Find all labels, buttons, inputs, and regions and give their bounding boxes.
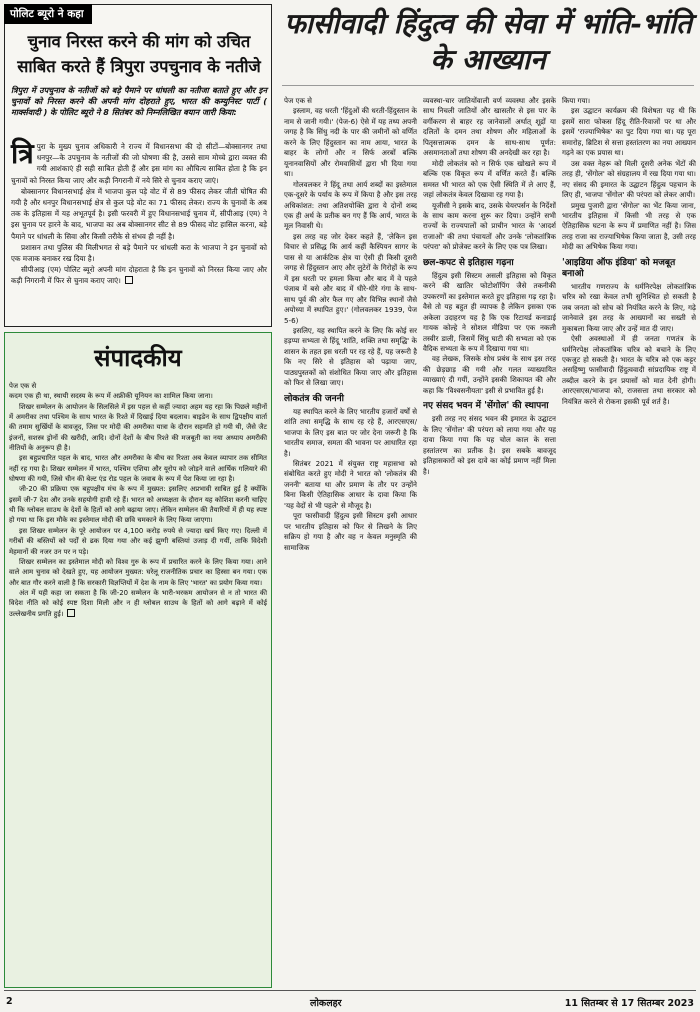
article-column-3	[562, 96, 696, 986]
politburo-paragraph: प्रशासन तथा पुलिस की मिलीभगत से बड़े पैमाने पर धांधली करा के भाजपा ने इन चुनावों को एक मजाक बनाकर रख दिया है।	[11, 242, 267, 264]
article-paragraph: किया गया।	[562, 96, 591, 105]
article-subhead: 'आइडिया ऑफ इंडिया' को मजबूत बनाओ	[562, 257, 676, 279]
article-paragraph: प्रमुख पुजारी द्वारा 'सेंगोल' का भेंट किया जाना, भारतीय इतिहास में किसी भी तरह से एक ऐतिहासिक घटना के रूप में प्रमाणित नहीं है। जिस तरह राजा का राज्याभिषेक किया जाता है, उसी तरह मोदी का अभिषेक किया गया।	[562, 200, 696, 252]
article-subhead: छल-कपट से इतिहास गढ़ना	[423, 257, 514, 268]
newspaper-name: लोकलहर	[310, 998, 342, 1009]
politburo-paragraph-text: सीपीआइ (एम) पोलिट ब्यूरो अपनी मांग दोहराता है कि इन चुनावों को निरस्त किया जाए और कड़ी निगरानी में फिर से चुनाव कराए जाएं।	[11, 265, 267, 286]
page-number: 2	[6, 996, 13, 1007]
article-paragraph: हिंदुत्व इसी सिस्टम असली इतिहास को विकृत करने की खातिर फोटोशॉपिंग जैसे तकनीकी उपकरणों का इस्तेमाल करते हुए इतिहास गढ़ रहा है। वैसे तो यह बहुत ही व्यापक है लेकिन इसका एक अकेला उदाहरण यह है कि एक रिटायर्ड कनाडाई गायक कोल्हे ने सोशल मीडिया पर एक नकली तस्वीर डाली, जिसमें सिंधु घाटी की सभ्यता को एक वैदिक सभ्यता के रूप में दिखाया गया था।	[423, 270, 556, 353]
article-subhead: लोकतंत्र की जननी	[284, 393, 344, 404]
article-paragraph: ऐसी अवस्थाओं में ही जनता गणतंत्र के धर्मनिरपेक्ष लोकतांत्रिक चरित्र को बचाने के लिए एकजुट हो सकती है। भारत के चरित्र को एक कट्टर असहिष्णु फासीवादी हिंदुत्ववादी सांप्रदायिक राष्ट्र में तब्दील करने के इन प्रयासों को मात देनी होगी। आरएसएस/भाजपा को, राजसत्ता तथा सरकार को नियंत्रित करने से रोकना इसकी पूर्व शर्त है।	[562, 334, 696, 406]
editorial-title: संपादकीय	[94, 343, 182, 372]
politburo-headline: चुनाव निरस्त करने की मांग को उचित साबित करते हैं त्रिपुरा उपचुनाव के नतीजे	[17, 32, 261, 76]
article-paragraph: उस वक्त नेहरू को मिली दूसरी अनेक भेंटों की तरह ही, 'सेंगोल' को संग्रहालय में रख दिया गया था। नए संसद की इमारत के उद्घाटन हिंदुत्व पहचान के लिए ही, भाजपा 'सेंगोल' की परंपरा को लेकर आयी।	[562, 158, 696, 200]
editorial-paragraph: जी-20 की प्रक्रिया एक बहुपक्षीय मंच के रूप में मुख्यत: इसलिए अप्रभावी साबित हुई है क्योंकि इसमें जी-7 देश और उनके सहयोगी हावी रहे हैं। भारत को अध्यक्षता के दौरान यह कोशिश करनी चाहिए थी कि ग्लोबल साउथ के देशों के हितों को आगे बढ़ाया जाए। लेकिन सम्मेलन की तैयारियों में ही यह स्पष्ट हो गया था कि इस मौके का इस्तेमाल मोदी की छवि चमकाने के लिए किया जाएगा।	[9, 485, 267, 525]
politburo-tag: पोलिट ब्यूरो ने कहा	[4, 4, 92, 24]
issue-date: 11 सितम्बर से 17 सितम्बर 2023	[564, 998, 694, 1009]
headline-divider	[282, 85, 694, 86]
article-paragraph: पूरा फासीवादी हिंदुत्व इसी सिस्टम इसी आधार पर भारतीय इतिहास को फिर से लिखने के लिए सक्रिय हो गया है और वह न केवल मनुस्मृति की सामाजिक	[284, 511, 417, 552]
article-paragraph: भारतीय गणराज्य के धर्मनिरपेक्ष लोकतांत्रिक चरित्र को रखा केवल तभी सुनिश्चित हो सकती है जब जनता को सोच को नियंत्रित करने के लिए, गढ़े जानेवाले इस तरह के आख्यानों का सख्ती से मुकाबला किया जाए और उन्हें मात दी जाए।	[562, 281, 696, 333]
end-mark-icon	[125, 276, 133, 284]
editorial-box	[4, 332, 272, 988]
footer-divider	[4, 990, 696, 991]
editorial-paragraph: इस शिखर सम्मेलन के पूरे आयोजन पर 4,100 करोड़ रुपये से ज्यादा खर्च किए गए। दिल्ली में गरीबों की बस्तियों को पर्दों से ढक दिया गया और कई झुग्गी बस्तियां उजाड़ दी गयीं, ताकि विदेशी मेहमानों की नजर उन पर न पड़े।	[9, 526, 267, 556]
article-paragraph: इस्लाम, वह धरती 'हिंदुओं की धरती-हिंदुस्तान के नाम से जानी गयी।' (पेज-6) ऐसे में यह तथ्य अपनी जगह है कि सिंधु नदी के पार की जमीनों को वर्णित करने के लिए हिंदुस्तान का नाम आया, भारत के बाहर के लोगों और न सिर्फ अरबों बल्कि यूनानवासियों और रोमवासियों द्वारा भी दिया गया था।	[284, 106, 417, 179]
article-paragraph: इस तरह वह जोर देकर कहते हैं, 'लेकिन इस विचार से प्रसिद्ध कि आर्य कहीं कैस्पियन सागर के पास से या आर्कटिक क्षेत्र या ऐसी ही किसी दूसरी जगह से हिंदुस्तान आए और लुटेरों के गिरोहों के रूप में इस धरती पर हमला किया और बाद में वे पहले पंजाब में बसे और बाद में धीरे-धीरे गंगा के साथ-साथ पूर्व की ओर फैल गए और विभिन्न स्थानों जैसे अयोध्या में स्थापित हुए।' (गोलवलकर 1939, पेज 5-6)	[284, 231, 417, 325]
article-paragraph: गोलवलकर ने हिंदू तथा आर्य शब्दों का इस्तेमाल एक-दूसरे के पर्याय के रूप में किया है और इस तरह अधिकांशत: तथा अतिशयोक्ति द्वारा ये दोनों शब्द एक ही अर्थ के प्रतीक बन गए हैं कि आर्य, भारत के मूल निवासी थे।	[284, 179, 417, 231]
politburo-statement-box	[4, 4, 272, 327]
article-paragraph: इसी तरह नए संसद भवन की इमारत के उद्घाटन के लिए 'सेंगोल' की परंपरा को लाया गया और यह दावा किया गया कि यह चोल काल के सत्ता हस्तांतरण का प्रतीक है। इस सबके बावजूद इतिहासकारों को इस दावे का कोई प्रमाण नहीं मिला है।	[423, 414, 556, 476]
politburo-body	[11, 137, 267, 287]
article-column-1	[284, 96, 417, 986]
article-paragraph: व्यवस्था-चार जातियोंवाली वर्ण व्यवस्था और इसके साथ निचली जातियों और खासतौर से इस पार के वर्गीकरण से बाहर रह जानेवालों अर्थात् शूद्रों या दलितों के दमन तथा शोषण और महिलाओं के पितृसत्तात्मक दमन के साथ-साथ पूर्णत: असमानताओं तथा शोषण की अनदेखी कर रहा है।	[423, 96, 556, 158]
article-paragraph: मोदी लोकतंत्र को न सिर्फ एक खोखले रूप में बल्कि एक विकृत रूप में वर्णित करते हैं। बल्कि समस्त भी भारत को एक ऐसी स्थिति में ले आए हैं, जहां लोकतंत्र केवल दिखावा रह गया है।	[423, 158, 556, 200]
article-paragraph: वह लेखक, जिसके शोध प्रबंध के साथ इस तरह की छेड़छाड़ की गयी और गलत व्याख्यायित व्याख्याएं दी गयीं, उन्होंने इसकी शिकायत की और कहा कि 'विश्वसनीयता' इसी से प्रभावित हुई है।	[423, 354, 556, 395]
article-paragraph: यह स्थापित करने के लिए भारतीय हजारों वर्षों से शांति तथा समृद्धि के साथ रह रहे हैं, आरएसएस/भाजपा के लिए इस बात पर जोर देना जरूरी है कि भारतीय समाज, समता की भावना पर आधारित रहा है।	[284, 406, 417, 458]
editorial-body	[9, 381, 267, 619]
end-mark-icon	[67, 609, 75, 617]
politburo-paragraph	[11, 264, 267, 286]
editorial-paragraph-text: अंत में यही कहा जा सकता है कि जी-20 सम्मेलन के भारी-भरकम आयोजन से न तो भारत की विदेश नीति को कोई स्पष्ट दिशा मिली और न ही ग्लोबल साउथ के हितों को आगे बढ़ाने में कोई उल्लेखनीय प्रगति हुई।	[9, 588, 267, 618]
editorial-paragraph: शिखर सम्मेलन के आयोजन के सिलसिले में इस पहल से कहीं ज्यादा अहम यह रहा कि पिछले महीनों में अमरीका तथा पश्चिम के साथ भारत के रिश्ते में दिखाई दिया बदलाव। बाइडेन के साथ द्विपक्षीय वार्ता की तमाम सुर्खियों के बावजूद, जिस पर मोदी की अमरीका यात्रा के दौरान सहमति हो गयी थी, जैसे जैट इंजनों, सशस्त्र ड्रोनों की खरीदी, आदि। दोनों देशों के बीच रिश्ते की मजबूती का नया अध्याय अमरीकी नीतियों के अनुरूप ही है।	[9, 402, 267, 453]
editorial-paragraph: इस बहुप्रचारित पहल के बाद, भारत और अमरीका के बीच का रिश्ता अब केवल व्यापार तक सीमित नहीं रह गया है। शिखर सम्मेलन में भारत, पश्चिम एशिया और यूरोप को जोड़ने वाले आर्थिक गलियारे की घोषणा की गयी, जिसे चीन की बेल्ट एंड रोड पहल के जवाब के रूप में पेश किया जा रहा है।	[9, 454, 267, 484]
article-subhead: नए संसद भवन में 'सेंगोल' की स्थापना	[423, 401, 549, 412]
editorial-paragraph: कदम एक ही था, स्थायी सदस्य के रूप में अफ्रीकी यूनियन का शामिल किया जाना।	[9, 392, 213, 401]
politburo-dek: त्रिपुरा में उपचुनाव के नतीजों को बड़े पैमाने पर धांधली का नतीजा बताते हुए और इन चुनावों को निरस्त करने की अपनी मांग दोहराते हुए, भारत की कम्युनिस्ट पार्टी ( मार्क्सवादी ) के पोलिट ब्यूरो ने 8 सितंबर को निम्नलिखित बयान जारी किया:	[11, 85, 267, 117]
article-column-2	[423, 96, 556, 986]
article-paragraph: इसलिए, यह स्थापित करने के लिए कि कोई सर हड़प्पा सभ्यता से हिंदू 'शांति, शक्ति तथा समृद्धि' के शासन के तहत इस धरती पर रह रहे हैं, यह जरूरी है कि नए सिरे से इतिहास को पढ़ाया जाए, पाठ्यपुस्तकों को संशोधित किया जाए और इतिहास को फिर से लिखा जाए।	[284, 325, 417, 388]
editorial-continued-from: पेज एक से	[9, 382, 37, 390]
article-paragraph: सितंबर 2021 में संयुक्त राष्ट्र महासभा को संबोधित करते हुए मोदी ने भारत को 'लोकतंत्र की जननी' बताया था और प्रमाण के तौर पर उन्होंने बिना किसी ऐतिहासिक आधार के दावा किया कि 'यह वेदों से भी पहले' से मौजूद है।	[284, 458, 417, 510]
editorial-paragraph: शिखर सम्मेलन का इस्तेमाल मोदी को विश्व गुरु के रूप में प्रचारित करने के लिए किया गया। आने वाले आम चुनाव को देखते हुए, यह आयोजन मुख्यत: घरेलू राजनीतिक प्रचार का हिस्सा बन गया। एक और बात गौर करने वाली है कि सरकारी विज्ञप्तियों में देश के नाम के लिए 'भारत' का प्रयोग किया गया।	[9, 557, 267, 587]
article-paragraph: यूजीसी ने इसके बाद, उसके चेयरपर्सन के निर्देशों के साथ काम करना शुरू कर दिया। उन्होंने सभी राज्यों के राज्यपालों को प्राचीन भारत के 'आदर्श राजाओं' की तथा पंचायतों और उनके 'लोकतांत्रिक परंपरा' को प्रोजेक्ट करने के लिए एक पत्र लिखा।	[423, 200, 556, 252]
main-headline: फासीवादी हिंदुत्व की सेवा में भांति-भांति के आख्यान	[284, 7, 692, 76]
editorial-paragraph	[9, 588, 267, 619]
article-paragraph: इस उद्घाटन कार्यक्रम की विशेषता यह थी कि इसमें सारा फोकस हिंदू रीति-रिवाजों पर था और इसमें 'राज्याभिषेक' का पुट दिया गया था। यह पूरा समारोह, ब्रिटिश से सत्ता हस्तांतरण का नया आख्यान गढ़ने का एक प्रयास था।	[562, 106, 696, 158]
politburo-paragraph: बोक्सानगर विधानसभाई क्षेत्र में भाजपा कुल पड़े वोट में से 89 फीसद लेकर जीती घोषित की गयी है और धनपुर विधानसभाई क्षेत्र से कुल पड़े वोट का 71 फीसद लेकर। राज्य के चुनावों के अब तक के इतिहास में यह अभूतपूर्व है। इसी फरवरी में हुए विधानसभाई चुनाव में, सीपीआइ (एम) ने इस चुनाव पर हारने के बाद, भाजपा का अब बोक्सानगर सीट से 89 फीसद वोट हासिल करना, बड़े पैमाने पर धांधली के सिवा और किसी तरीके से संभव ही नहीं है।	[11, 186, 267, 241]
politburo-dropcap: त्रि	[11, 137, 34, 170]
article-paragraph: पेज एक से	[284, 96, 312, 105]
politburo-paragraph: पुरा के मुख्य चुनाव अधिकारी ने राज्य में विधानसभा की दो सीटों—बोक्सानगर तथा धनपुर—के उपचुनाव के नतीजों की जो घोषणा की है, उससे साम मोच्चे द्वारा व्यक्त की गयी आशंकाएं ही सही साबित होती हैं और इस मांग का औचित्य साबित होता है कि इन चुनावों को निरस्त किया जाए और कड़ी निगरानी में नये सिरे से चुनाव कराए जाएं।	[11, 142, 267, 185]
